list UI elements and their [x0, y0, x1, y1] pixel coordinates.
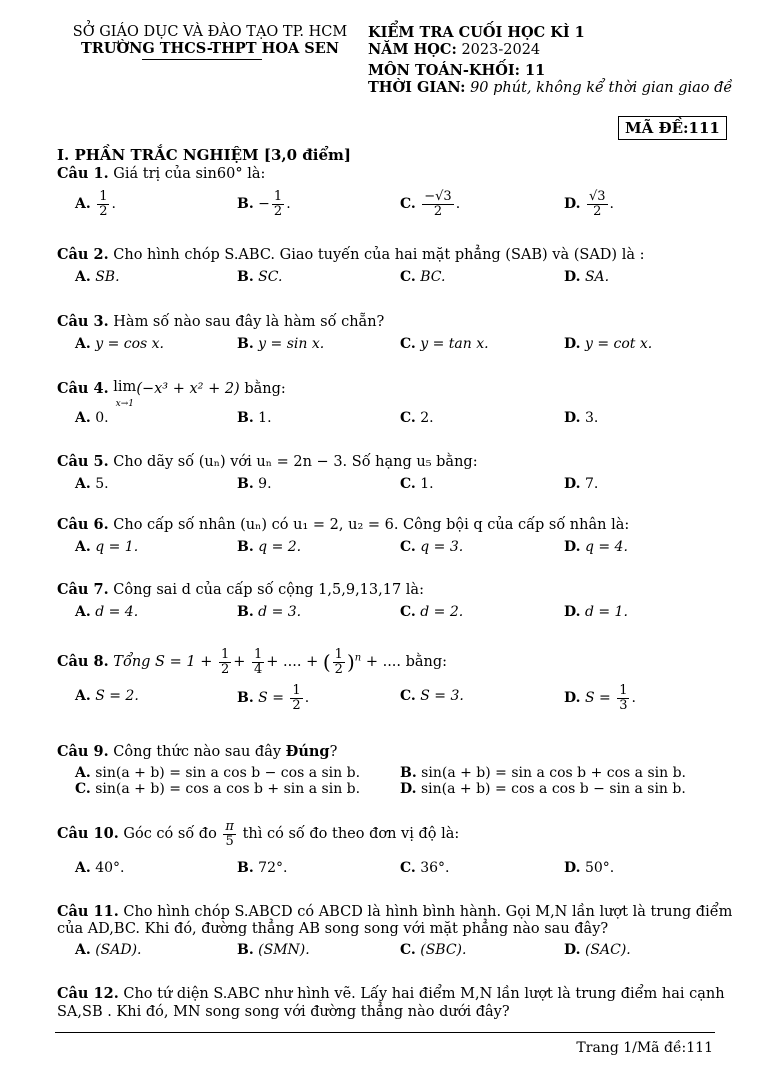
option-6c: C. q = 3.	[400, 539, 464, 555]
question-11-line2: của AD,BC. Khi đó, đường thẳng AB song song với mặt phẳng nào sau đây?	[57, 921, 609, 937]
option-1b: B. − $\frac{1}{2}$ .	[237, 189, 291, 219]
option-5c: C. 1.	[400, 476, 434, 492]
option-7b: B. d = 3.	[237, 604, 302, 620]
school-year: NĂM HỌC: 2023-2024	[368, 41, 541, 58]
option-11a: A. (SAD).	[75, 942, 142, 958]
subject: MÔN TOÁN-KHỐI: 11	[368, 62, 546, 79]
option-4d: D. 3.	[564, 410, 599, 426]
option-2c: C. BC.	[400, 269, 446, 285]
exam-code: MÃ ĐỀ:111	[618, 116, 727, 140]
option-2b: B. SC.	[237, 269, 283, 285]
option-8c: C. S = 3.	[400, 688, 464, 704]
question-12: Câu 12. Cho tứ diện S.ABC như hình vẽ. Lấy hai điểm M,N lần lượt là trung điểm hai cạnh	[57, 985, 725, 1002]
question-8: Câu 8. Tổng S = 1 + $\frac{1}{2}$ + $\frac{1}{4}$ + .... + ( $\frac{1}{2}$ )$^n$ + .... bằng:	[57, 647, 448, 677]
option-8a: A. S = 2.	[75, 688, 139, 704]
question-7: Câu 7. Công sai d của cấp số cộng 1,5,9,13,17 là:	[57, 581, 424, 598]
option-4a: A. 0.	[75, 410, 109, 426]
option-5d: D. 7.	[564, 476, 599, 492]
duration: THỜI GIAN: 90 phút, không kể thời gian giao đề	[368, 79, 733, 96]
question-4: Câu 4. lim x→1(−x³ + x² + 2) bằng:	[57, 379, 286, 409]
question-9: Câu 9. Công thức nào sau đây Đúng?	[57, 743, 338, 760]
option-11b: B. (SMN).	[237, 942, 310, 958]
option-10b: B. 72°.	[237, 860, 288, 876]
option-8d: D. S = $\frac{1}{3}$ .	[564, 683, 636, 713]
option-9a: A. sin(a + b) = sin a cos b − cos a sin b.	[75, 765, 361, 781]
footer-divider	[55, 1032, 715, 1033]
page-footer: Trang 1/Mã đề:111	[576, 1040, 713, 1056]
option-4b: B. 1.	[237, 410, 272, 426]
question-5: Câu 5. Cho dãy số (uₙ) với uₙ = 2n − 3. Số hạng u₅ bằng:	[57, 453, 478, 470]
exam-title: KIỂM TRA CUỐI HỌC KÌ 1	[368, 24, 585, 41]
option-7a: A. d = 4.	[75, 604, 139, 620]
option-2d: D. SA.	[564, 269, 610, 285]
option-7d: D. d = 1.	[564, 604, 628, 620]
option-10d: D. 50°.	[564, 860, 615, 876]
option-11d: D. (SAC).	[564, 942, 631, 958]
option-3a: A. y = cos x.	[75, 336, 164, 352]
option-3c: C. y = tan x.	[400, 336, 489, 352]
option-4c: C. 2.	[400, 410, 434, 426]
option-2a: A. SB.	[75, 269, 120, 285]
option-5a: A. 5.	[75, 476, 109, 492]
option-9b: B. sin(a + b) = sin a cos b + cos a sin b.	[400, 765, 687, 781]
option-6a: A. q = 1.	[75, 539, 139, 555]
option-9c: C. sin(a + b) = cos a cos b + sin a sin b.	[75, 781, 361, 797]
header-right	[368, 24, 748, 96]
section-title: I. PHẦN TRẮC NGHIỆM [3,0 điểm]	[57, 146, 351, 164]
question-11: Câu 11. Cho hình chóp S.ABCD có ABCD là hình bình hành. Gọi M,N lần lượt là trung điểm	[57, 903, 733, 920]
option-1c: C. $\frac{-√3}{2}$ .	[400, 189, 461, 219]
option-3b: B. y = sin x.	[237, 336, 325, 352]
school-name: TRƯỜNG THCS-THPT HOA SEN	[80, 40, 340, 57]
question-10: Câu 10. Góc có số đo $\frac{\pi}{5}$ thì có số đo theo đơn vị độ là:	[57, 819, 460, 849]
department-name: SỞ GIÁO DỤC VÀ ĐÀO TẠO TP. HCM	[72, 24, 348, 40]
option-1a: A. $\frac{1}{2}$ .	[75, 189, 116, 219]
header-left	[60, 24, 360, 57]
option-10c: C. 36°.	[400, 860, 450, 876]
question-3: Câu 3. Hàm số nào sau đây là hàm số chẵn?	[57, 313, 385, 330]
option-8b: B. S = $\frac{1}{2}$ .	[237, 683, 310, 713]
question-2: Câu 2. Cho hình chóp S.ABC. Giao tuyến của hai mặt phẳng (SAB) và (SAD) là :	[57, 246, 645, 263]
option-1d: D. $\frac{√3}{2}$ .	[564, 189, 614, 219]
question-12-line2: SA,SB . Khi đó, MN song song với đường thẳng nào dưới đây?	[57, 1004, 510, 1020]
question-6: Câu 6. Cho cấp số nhân (uₙ) có u₁ = 2, u₂ = 6. Công bội q của cấp số nhân là:	[57, 516, 630, 533]
option-6d: D. q = 4.	[564, 539, 628, 555]
question-1: Câu 1. Giá trị của sin60° là:	[57, 165, 266, 182]
option-3d: D. y = cot x.	[564, 336, 653, 352]
option-5b: B. 9.	[237, 476, 272, 492]
option-7c: C. d = 2.	[400, 604, 464, 620]
option-11c: C. (SBC).	[400, 942, 467, 958]
option-10a: A. 40°.	[75, 860, 125, 876]
option-6b: B. q = 2.	[237, 539, 302, 555]
option-9d: D. sin(a + b) = cos a cos b − sin a sin b.	[400, 781, 686, 797]
school-underline	[142, 59, 262, 60]
